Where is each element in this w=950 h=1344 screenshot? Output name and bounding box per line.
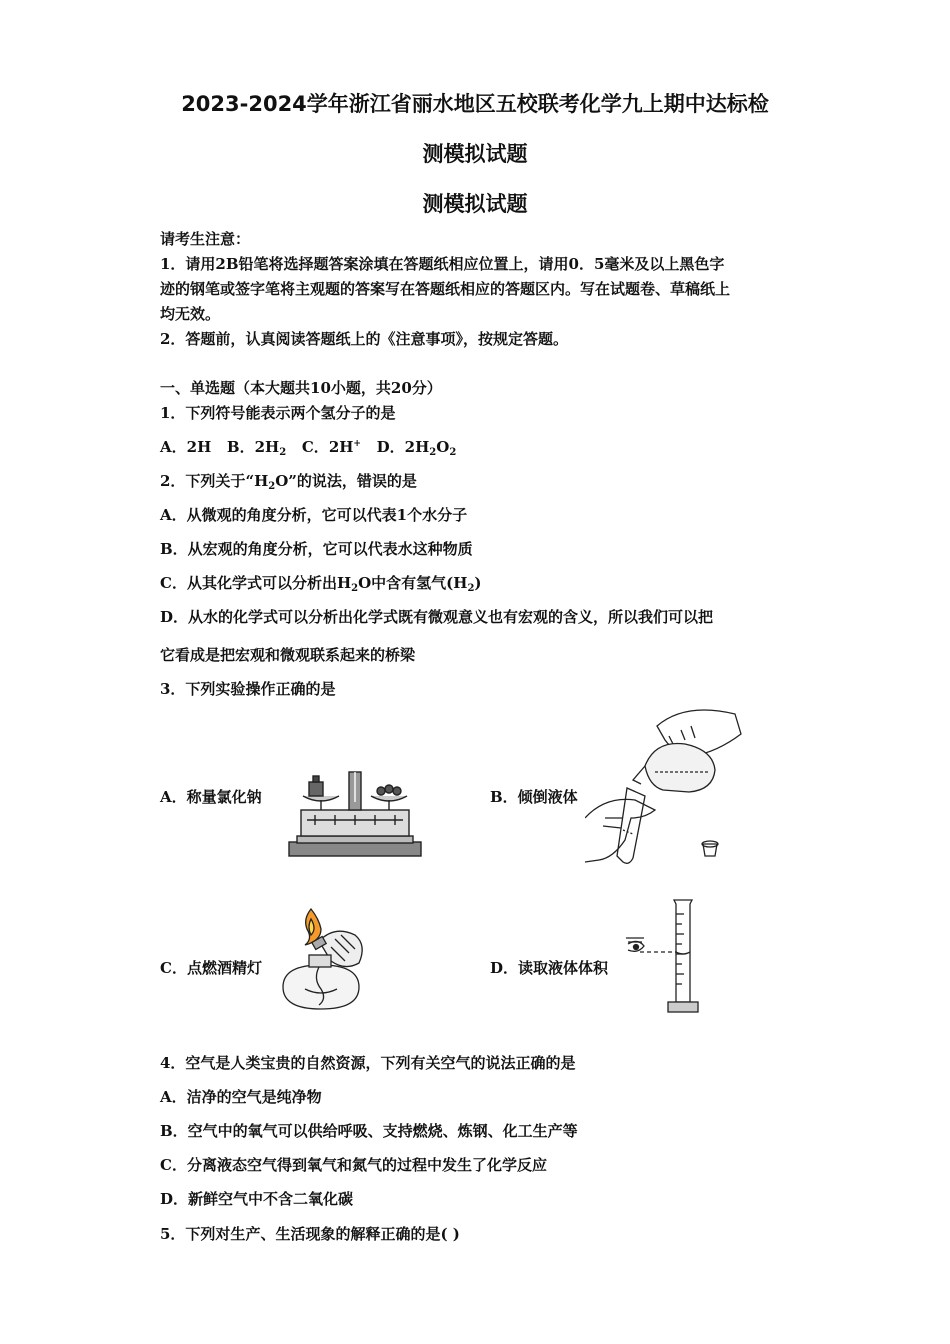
notice-item1-line2: 迹的钢笔或签字笔将主观题的答案写在答题纸相应的答题区内。写在试题卷、草稿纸上: [160, 280, 731, 298]
q2-option-c-pre: C．从其化学式可以分析出H: [160, 574, 352, 592]
q1-option-d-sub1: 2: [429, 447, 437, 458]
q2-stem-sub: 2: [268, 481, 276, 492]
q3-option-a-label: A．称量氯化钠: [160, 788, 262, 806]
exam-title-line1: 2023-2024学年浙江省丽水地区五校联考化学九上期中达标检: [181, 92, 769, 116]
exam-title-line2: 测模拟试题: [422, 142, 528, 166]
q1-option-d-part2: O: [436, 438, 450, 456]
q2-stem-pre: 2．下列关于“H: [160, 472, 269, 490]
section-heading: 一、单选题（本大题共10小题，共20分）: [160, 379, 442, 397]
graduated-cylinder-figure: [620, 898, 730, 1018]
balance-figure: [285, 768, 425, 860]
q3-option-d-label: D．读取液体体积: [490, 959, 609, 977]
q2-option-a: A．从微观的角度分析，它可以代表1个水分子: [160, 506, 468, 524]
q1-option-d-part1: 2H: [404, 438, 430, 456]
q3-stem: 3．下列实验操作正确的是: [160, 680, 336, 698]
q1-stem: 1．下列符号能表示两个氢分子的是: [160, 404, 396, 422]
q2-stem: [160, 470, 417, 492]
q2-stem-post: O”的说法，错误的是: [275, 472, 417, 490]
q4-stem: 4．空气是人类宝贵的自然资源，下列有关空气的说法正确的是: [160, 1054, 576, 1072]
q1-option-c: 2H: [328, 438, 354, 456]
q2-option-c-sub1: 2: [351, 583, 359, 594]
q1-option-a: 2H: [186, 438, 212, 456]
q1-option-b-label: B．: [226, 438, 255, 456]
q3-option-b-label: B．倾倒液体: [490, 788, 578, 806]
q1-option-c-sup: +: [353, 439, 361, 449]
q4-option-a: A．洁净的空气是纯净物: [160, 1088, 322, 1106]
q4-option-c: C．分离液态空气得到氧气和氮气的过程中发生了化学反应: [160, 1156, 547, 1174]
q1-option-b: 2H: [254, 438, 280, 456]
q2-option-c: [160, 572, 482, 594]
q1-option-d-label: D．: [376, 438, 405, 456]
q2-option-b: B．从宏观的角度分析，它可以代表水这种物质: [160, 540, 473, 558]
q1-option-c-label: C．: [301, 438, 329, 456]
q2-option-c-mid: O中含有氢气(H: [358, 574, 468, 592]
q3-option-c-label: C．点燃酒精灯: [160, 959, 262, 977]
q4-option-b: B．空气中的氧气可以供给呼吸、支持燃烧、炼钢、化工生产等: [160, 1122, 578, 1140]
q1-option-a-label: A．: [160, 438, 187, 456]
q4-option-d: D．新鲜空气中不含二氧化碳: [160, 1190, 354, 1208]
q1-option-d-sub2: 2: [449, 447, 457, 458]
notice-item1-line3: 均无效。: [160, 305, 221, 323]
q5-stem: 5．下列对生产、生活现象的解释正确的是( ): [160, 1225, 460, 1243]
notice-item2: 2．答题前，认真阅读答题纸上的《注意事项》，按规定答题。: [160, 330, 568, 348]
notice-heading: 请考生注意：: [160, 230, 251, 248]
alcohol-lamp-figure: [275, 905, 375, 1015]
q2-option-c-post: ): [474, 574, 482, 592]
q1-options: [160, 436, 456, 458]
notice-item1-line1: 1．请用2B铅笔将选择题答案涂填在答题纸相应位置上，请用0．5毫米及以上黑色字: [160, 255, 725, 273]
q2-option-c-sub2: 2: [467, 583, 475, 594]
q2-option-d-line2: 它看成是把宏观和微观联系起来的桥梁: [160, 646, 416, 664]
q2-option-d-line1: D．从水的化学式可以分析出化学式既有微观意义也有宏观的含义，所以我们可以把: [160, 608, 714, 626]
pouring-liquid-figure: [585, 700, 745, 868]
q1-option-b-sub: 2: [279, 447, 287, 458]
exam-title-line3: 测模拟试题: [422, 192, 528, 216]
